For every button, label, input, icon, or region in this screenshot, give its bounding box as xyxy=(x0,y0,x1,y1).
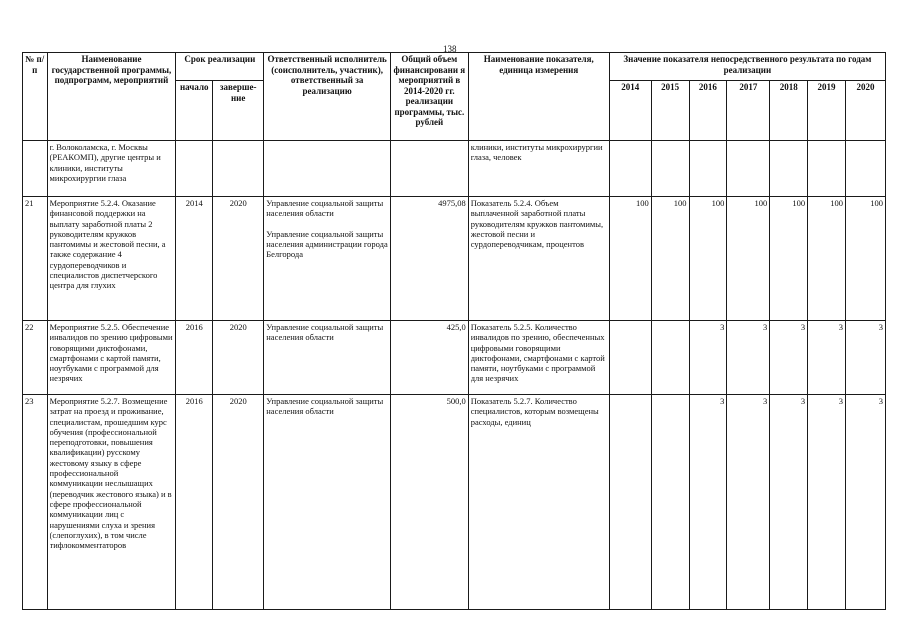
row-start: 2016 xyxy=(176,321,213,395)
table-row xyxy=(23,321,886,395)
row-value: 3 xyxy=(845,321,885,395)
row-start xyxy=(176,141,213,197)
row-value: 100 xyxy=(651,197,689,321)
table-row xyxy=(23,197,886,321)
header-year: 2019 xyxy=(808,81,846,141)
row-value: 100 xyxy=(609,197,651,321)
row-value xyxy=(770,141,808,197)
row-executor: Управление социальной защиты населения области xyxy=(264,395,391,610)
row-num: 22 xyxy=(23,321,48,395)
executor-primary: Управление социальной защиты населения области xyxy=(266,198,384,219)
row-value xyxy=(845,141,885,197)
row-value: 100 xyxy=(727,197,770,321)
row-value: 3 xyxy=(808,395,846,610)
row-value: 3 xyxy=(689,395,727,610)
row-value: 3 xyxy=(845,395,885,610)
row-value: 3 xyxy=(770,395,808,610)
row-value xyxy=(609,321,651,395)
row-value: 100 xyxy=(689,197,727,321)
row-financing xyxy=(391,141,469,197)
header-row-1 xyxy=(23,53,886,81)
row-name: Мероприятие 5.2.5. Обеспечение инвалидов по зрению цифровыми говорящими диктофонами, смартфонами с картой памяти, ноутбуками с программой для незрячих xyxy=(47,321,176,395)
row-value: 3 xyxy=(727,395,770,610)
row-value: 3 xyxy=(727,321,770,395)
row-name: г. Волоколамска, г. Москвы (РЕАКОМП), другие центры и клиники, институты микрохирургии глаза xyxy=(47,141,176,197)
row-value xyxy=(808,141,846,197)
row-indicator: Показатель 5.2.7. Количество специалистов, которым возмещены расходы, единиц xyxy=(468,395,609,610)
header-executor: Ответственный исполнитель (соисполнитель, участник), ответственный за реализацию xyxy=(264,53,391,141)
header-num: № п/п xyxy=(23,53,48,141)
row-value: 3 xyxy=(689,321,727,395)
row-financing: 425,0 xyxy=(391,321,469,395)
header-term: Срок реализации xyxy=(176,53,264,81)
row-end: 2020 xyxy=(213,321,264,395)
row-indicator: клиники, институты микрохирургии глаза, человек xyxy=(468,141,609,197)
row-value: 100 xyxy=(808,197,846,321)
executor-secondary: Управление социальной защиты населения администрации города Белгорода xyxy=(266,228,388,260)
header-year: 2017 xyxy=(727,81,770,141)
row-num: 23 xyxy=(23,395,48,610)
header-values-group: Значение показателя непосредственного результата по годам реализации xyxy=(609,53,885,81)
header-year: 2015 xyxy=(651,81,689,141)
header-name: Наименование государственной программы, подпрограмм, мероприятий xyxy=(47,53,176,141)
row-value xyxy=(609,395,651,610)
page-number: 138 xyxy=(443,44,457,54)
row-indicator: Показатель 5.2.5. Количество инвалидов по зрению, обеспеченных цифровыми говорящими диктофонами, смартфонами с картой памяти, ноутбуками с программой для незрячих xyxy=(468,321,609,395)
row-end: 2020 xyxy=(213,395,264,610)
row-value: 100 xyxy=(770,197,808,321)
row-financing: 500,0 xyxy=(391,395,469,610)
row-value: 3 xyxy=(770,321,808,395)
row-executor xyxy=(264,141,391,197)
header-year: 2020 xyxy=(845,81,885,141)
row-start: 2014 xyxy=(176,197,213,321)
header-term-start: начало xyxy=(176,81,213,141)
header-year: 2016 xyxy=(689,81,727,141)
row-num xyxy=(23,141,48,197)
header-indicator: Наименование показателя, единица измерения xyxy=(468,53,609,141)
row-start: 2016 xyxy=(176,395,213,610)
row-value xyxy=(727,141,770,197)
row-indicator: Показатель 5.2.4. Объем выплаченной заработной платы руководителям кружков пантомимы, жестовой песни и сурдопереводчикам, процентов xyxy=(468,197,609,321)
program-table xyxy=(22,52,886,610)
header-year: 2014 xyxy=(609,81,651,141)
row-executor: Управление социальной защиты населения области xyxy=(264,321,391,395)
row-value xyxy=(651,395,689,610)
row-executor xyxy=(264,197,391,321)
row-value xyxy=(651,321,689,395)
row-financing: 4975,08 xyxy=(391,197,469,321)
row-name: Мероприятие 5.2.4. Оказание финансовой поддержки на выплату заработной платы 2 руководителям кружков пантомимы и жестовой песни, а также содержание 4 сурдопереводчиков и специалистов диспетчерского центра для глухих xyxy=(47,197,176,321)
row-value xyxy=(689,141,727,197)
header-year: 2018 xyxy=(770,81,808,141)
header-term-end: заверше-ние xyxy=(213,81,264,141)
table-row xyxy=(23,141,886,197)
row-value: 100 xyxy=(845,197,885,321)
row-value xyxy=(651,141,689,197)
row-end: 2020 xyxy=(213,197,264,321)
row-num: 21 xyxy=(23,197,48,321)
row-name: Мероприятие 5.2.7. Возмещение затрат на проезд и проживание, специалистам, прошедшим курс обучения (профессиональной переподготовки, повышения квалификации) русскому жестовому языку в сфере профессиональной коммуникации неслышащих (переводчик жестового языка) и в сфере профессиональной коммуникации лиц с нарушениями слуха и зрения (слепоглухих), в том числе тифлокомментаторов xyxy=(47,395,176,610)
table-row xyxy=(23,395,886,610)
row-end xyxy=(213,141,264,197)
header-financing: Общий объем финансировани я мероприятий в 2014-2020 гг. реализации программы, тыс. рублей xyxy=(391,53,469,141)
row-value: 3 xyxy=(808,321,846,395)
row-value xyxy=(609,141,651,197)
